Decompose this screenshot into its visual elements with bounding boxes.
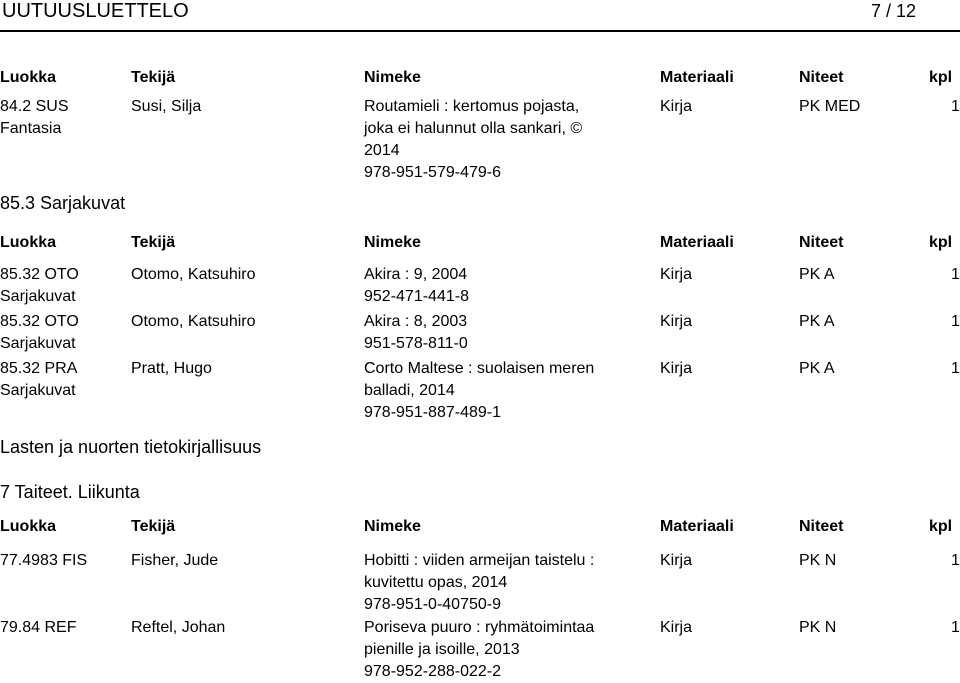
materiaali-cell: Kirja [660,98,693,115]
col-niteet-header: Niteet [799,234,844,251]
section-title: Lasten ja nuorten tietokirjallisuus [0,437,262,457]
niteet-cell: PK N [799,619,837,636]
col-tekija-header: Tekijä [131,234,176,251]
col-nimeke-header: Nimeke [364,69,421,86]
nimeke-line: Akira : 9, 2004 [364,266,468,283]
nimeke-line: pienille ja isoille, 2013 [364,641,520,658]
kpl-cell: 1 [951,552,960,569]
nimeke-line: Hobitti : viiden armeijan taistelu : [364,552,595,569]
section-title: 7 Taiteet. Liikunta [0,482,140,502]
page-number: 7 / 12 [871,1,917,21]
nimeke-line: Poriseva puuro : ryhmätoimintaa [364,619,595,636]
niteet-cell: PK A [799,313,835,330]
materiaali-cell: Kirja [660,266,693,283]
nimeke-line: 2014 [364,142,400,159]
materiaali-cell: Kirja [660,552,693,569]
col-niteet-header: Niteet [799,518,844,535]
niteet-cell: PK MED [799,98,861,115]
col-niteet-header: Niteet [799,69,844,86]
col-materiaali-header: Materiaali [660,518,734,535]
col-luokka-header: Luokka [0,234,57,251]
nimeke-line: Routamieli : kertomus pojasta, [364,98,580,115]
isbn-line: 951-578-811-0 [364,335,468,352]
kpl-cell: 1 [951,619,960,636]
luokka-cell: 85.32 OTO [0,266,79,283]
nimeke-line: Corto Maltese : suolaisen meren [364,360,595,377]
header-rule [0,30,960,32]
nimeke-line: balladi, 2014 [364,382,455,399]
col-nimeke-header: Nimeke [364,234,421,251]
niteet-cell: PK A [799,266,835,283]
luokka-cell: 84.2 SUS [0,98,69,115]
page-title: UUTUUSLUETTELO [2,0,189,22]
luokka-cell: 79.84 REF [0,619,77,636]
materiaali-cell: Kirja [660,313,693,330]
nimeke-line: Akira : 8, 2003 [364,313,468,330]
isbn-line: 978-951-887-489-1 [364,404,501,421]
genre-cell: Sarjakuvat [0,288,76,305]
tekija-cell: Otomo, Katsuhiro [131,266,256,283]
nimeke-line: joka ei halunnut olla sankari, © [364,120,583,137]
luokka-cell: 85.32 OTO [0,313,79,330]
col-kpl-header: kpl [929,518,953,535]
kpl-cell: 1 [951,360,960,377]
luokka-cell: 77.4983 FIS [0,552,88,569]
col-materiaali-header: Materiaali [660,69,734,86]
genre-cell: Fantasia [0,120,62,137]
col-luokka-header: Luokka [0,518,57,535]
kpl-cell: 1 [951,266,960,283]
col-kpl-header: kpl [929,234,953,251]
kpl-cell: 1 [951,313,960,330]
section-title: 85.3 Sarjakuvat [0,193,126,213]
materiaali-cell: Kirja [660,619,693,636]
tekija-cell: Fisher, Jude [131,552,219,569]
col-tekija-header: Tekijä [131,69,176,86]
col-luokka-header: Luokka [0,69,57,86]
niteet-cell: PK N [799,552,837,569]
tekija-cell: Susi, Silja [131,98,202,115]
genre-cell: Sarjakuvat [0,382,76,399]
isbn-line: 978-951-0-40750-9 [364,596,501,613]
col-materiaali-header: Materiaali [660,234,734,251]
isbn-line: 978-951-579-479-6 [364,164,501,181]
nimeke-line: kuvitettu opas, 2014 [364,574,508,591]
niteet-cell: PK A [799,360,835,377]
luokka-cell: 85.32 PRA [0,360,78,377]
col-kpl-header: kpl [929,69,953,86]
col-tekija-header: Tekijä [131,518,176,535]
isbn-line: 952-471-441-8 [364,288,469,305]
kpl-cell: 1 [951,98,960,115]
tekija-cell: Pratt, Hugo [131,360,212,377]
col-nimeke-header: Nimeke [364,518,421,535]
isbn-line: 978-952-288-022-2 [364,663,501,680]
genre-cell: Sarjakuvat [0,335,76,352]
materiaali-cell: Kirja [660,360,693,377]
tekija-cell: Otomo, Katsuhiro [131,313,256,330]
tekija-cell: Reftel, Johan [131,619,226,636]
